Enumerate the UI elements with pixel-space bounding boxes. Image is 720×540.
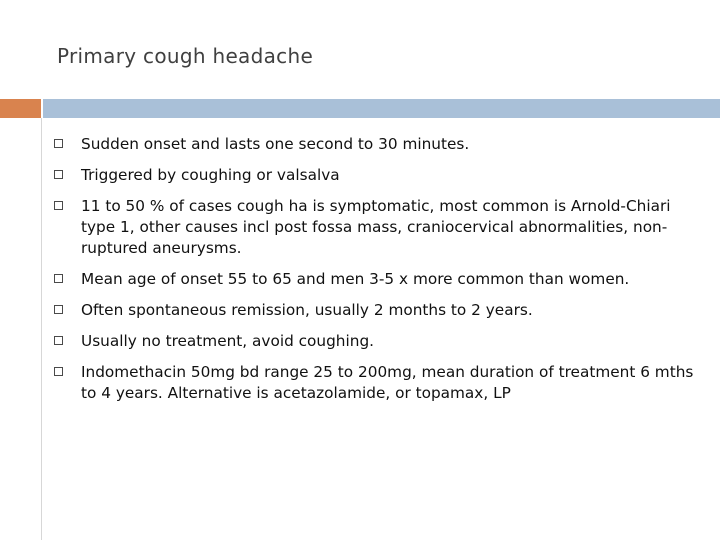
slide-title: Primary cough headache [57, 44, 314, 68]
bullet-text: Mean age of onset 55 to 65 and men 3-5 x more common than women. [81, 270, 630, 288]
bullet-text: Sudden onset and lasts one second to 30 minutes. [81, 135, 470, 153]
hollow-square-bullet-icon [54, 139, 63, 148]
bullet-item [54, 196, 694, 259]
bullet-text: Indomethacin 50mg bd range 25 to 200mg, mean duration of treatment 6 mths to 4 years. Alternative is acetazolamide, or topamax, LP [81, 363, 694, 402]
hollow-square-bullet-icon [54, 201, 63, 210]
bullet-text: Often spontaneous remission, usually 2 months to 2 years. [81, 301, 533, 319]
bullet-list [54, 134, 694, 414]
vertical-divider [41, 118, 42, 540]
bullet-item [54, 331, 694, 352]
bullet-item [54, 300, 694, 321]
bullet-item [54, 269, 694, 290]
bullet-item [54, 134, 694, 155]
hollow-square-bullet-icon [54, 170, 63, 179]
hollow-square-bullet-icon [54, 336, 63, 345]
hollow-square-bullet-icon [54, 305, 63, 314]
bullet-text: 11 to 50 % of cases cough ha is symptomatic, most common is Arnold-Chiari type 1, other causes incl post fossa mass, craniocervical abnormalities, non-ruptured aneurysms. [81, 197, 671, 257]
hollow-square-bullet-icon [54, 274, 63, 283]
bullet-item [54, 362, 694, 404]
accent-bar-blue [43, 99, 720, 118]
bullet-text: Triggered by coughing or valsalva [81, 166, 340, 184]
bullet-item [54, 165, 694, 186]
hollow-square-bullet-icon [54, 367, 63, 376]
accent-bar-orange [0, 99, 41, 118]
bullet-text: Usually no treatment, avoid coughing. [81, 332, 375, 350]
